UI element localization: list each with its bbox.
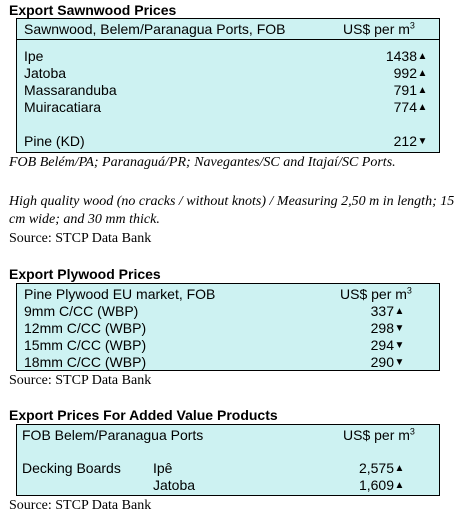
plywood-header-label: Pine Plywood EU market, FOB [24, 286, 216, 302]
added-value-heading: Export Prices For Added Value Products [9, 407, 278, 423]
table-row [17, 460, 439, 477]
row-value [394, 99, 428, 116]
row-value-text: 791 [393, 82, 417, 98]
table-row [17, 99, 439, 116]
row-name: Pine (KD) [24, 133, 85, 149]
table-row [17, 337, 439, 354]
added-value-unit-sup: 3 [409, 426, 415, 437]
arrow-up-icon: ▲ [417, 68, 428, 79]
sawnwood-source: Source: STCP Data Bank [9, 231, 152, 246]
row-name: Ipe [24, 48, 44, 64]
table-row [17, 320, 439, 337]
plywood-unit-text: US$ per m [340, 286, 407, 302]
table-row [17, 303, 439, 320]
arrow-up-icon: ▲ [394, 480, 405, 491]
row-value [359, 460, 405, 477]
sawnwood-header-divider [17, 39, 439, 40]
row-value-text: 992 [393, 65, 417, 81]
arrow-down-icon: ▼ [394, 340, 405, 351]
added-value-unit-text: US$ per m [343, 427, 410, 443]
row-value [371, 320, 405, 337]
plywood-header-row [17, 286, 439, 303]
plywood-source: Source: STCP Data Bank [9, 373, 152, 388]
arrow-up-icon: ▲ [394, 306, 405, 317]
sawnwood-table [16, 18, 440, 153]
row-value-text: 294 [370, 337, 394, 353]
row-value [371, 303, 405, 320]
sawnwood-header-row [17, 21, 439, 38]
row-value-text: 774 [393, 99, 417, 115]
arrow-down-icon: ▼ [394, 357, 405, 368]
plywood-table [16, 283, 440, 371]
added-value-unit [343, 427, 415, 444]
table-row [17, 133, 439, 150]
added-value-header-label: FOB Belem/Paranagua Ports [22, 427, 204, 443]
row-name: Jatoba [153, 477, 196, 493]
arrow-up-icon: ▲ [417, 51, 428, 62]
table-row [17, 82, 439, 99]
added-value-source: Source: STCP Data Bank [9, 498, 152, 513]
sawnwood-unit [343, 21, 415, 38]
row-value-text: 1,609 [358, 477, 394, 493]
arrow-up-icon: ▲ [417, 85, 428, 96]
added-value-table [16, 424, 440, 496]
table-row [17, 477, 439, 494]
row-value [394, 133, 428, 150]
row-name: Massaranduba [24, 82, 117, 98]
row-value-text: 212 [393, 133, 417, 149]
plywood-unit [340, 286, 412, 303]
row-value-text: 1438 [385, 48, 417, 64]
row-value [371, 337, 405, 354]
row-value-text: 2,575 [358, 460, 394, 476]
plywood-heading: Export Plywood Prices [9, 266, 161, 282]
row-value [359, 477, 405, 494]
sawnwood-unit-text: US$ per m [343, 21, 410, 37]
sawnwood-unit-sup: 3 [409, 20, 415, 31]
sawnwood-header-label: Sawnwood, Belem/Paranagua Ports, FOB [24, 21, 286, 37]
row-value-text: 290 [370, 354, 394, 370]
sawnwood-note-ports: FOB Belém/PA; Paranaguá/PR; Navegantes/SC and Itajaí/SC Ports. [9, 155, 396, 170]
row-value [394, 65, 428, 82]
plywood-unit-sup: 3 [406, 285, 412, 296]
row-value [394, 82, 428, 99]
sawnwood-heading: Export Sawnwood Prices [9, 2, 177, 18]
row-name: Jatoba [24, 65, 67, 81]
row-value [386, 48, 428, 65]
row-name: Muiracatiara [24, 99, 102, 115]
row-name: 12mm C/CC (WBP) [24, 320, 147, 336]
row-name: 15mm C/CC (WBP) [24, 337, 147, 353]
row-value-text: 298 [370, 320, 394, 336]
row-name: Ipê [153, 460, 173, 476]
arrow-up-icon: ▲ [417, 102, 428, 113]
row-name: 18mm C/CC (WBP) [24, 354, 147, 370]
sawnwood-note-quality: High quality wood (no cracks / without knots) / Measuring 2,50 m in length; 15 cm wide; and 30 mm thick. [9, 194, 455, 227]
table-row [17, 48, 439, 65]
arrow-down-icon: ▼ [394, 323, 405, 334]
row-value [371, 354, 405, 371]
added-value-header-row [17, 427, 439, 444]
arrow-up-icon: ▲ [394, 463, 405, 474]
row-value-text: 337 [370, 303, 394, 319]
table-row [17, 65, 439, 82]
table-row [17, 354, 439, 371]
product-name: Decking Boards [22, 460, 121, 476]
arrow-down-icon: ▼ [417, 136, 428, 147]
row-name: 9mm C/CC (WBP) [24, 303, 139, 319]
